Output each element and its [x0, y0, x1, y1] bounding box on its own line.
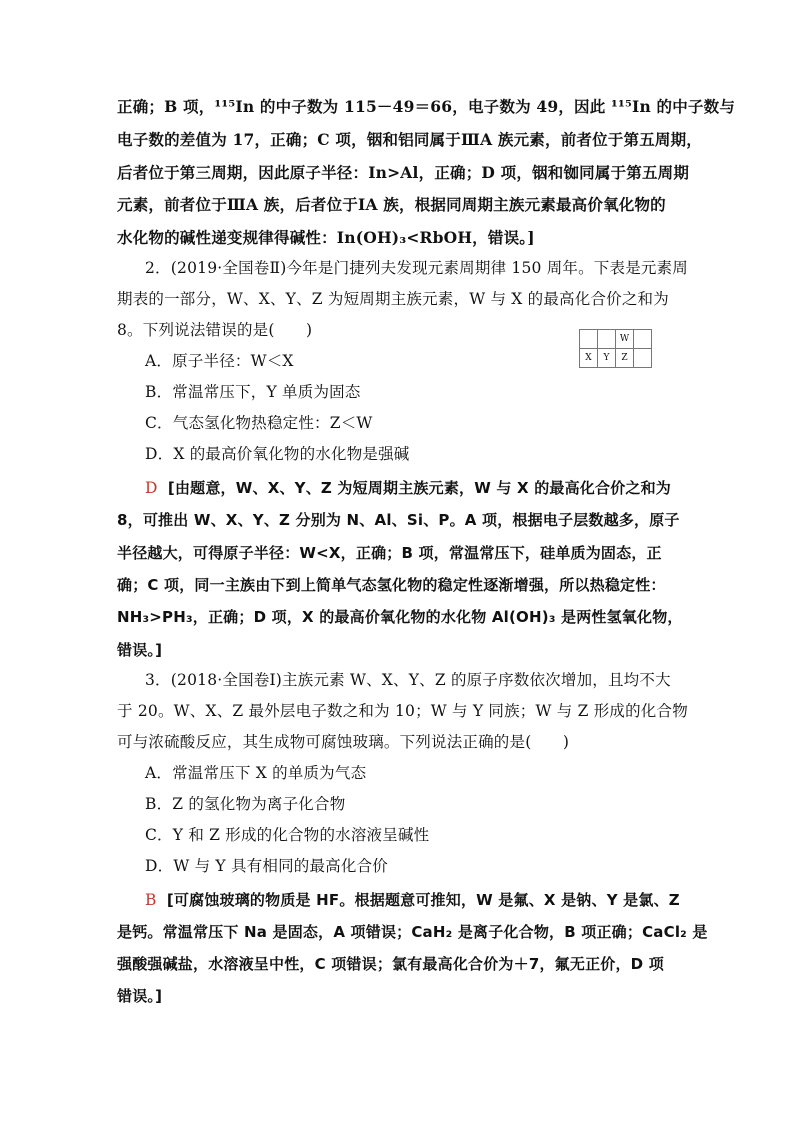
pt-cell-w: W — [616, 330, 634, 349]
q2-answer-text-1: [由题意，W、X、Y、Z 为短周期主族元素，W 与 X 的最高化合价之和为 — [167, 479, 672, 497]
pt-cell-x: X — [580, 349, 598, 368]
q3-answer-line-4: 错误。] — [117, 987, 163, 1005]
q2-stem-line-2: 期表的一部分，W、X、Y、Z 为短周期主族元素，W 与 X 的最高化合价之和为 — [117, 290, 669, 308]
q3-answer-line-1 — [145, 890, 715, 910]
q2-answer-line-5: NH₃>PH₃，正确；D 项，X 的最高价氧化物的水化物 Al(OH)₃ 是两性氢氧化物， — [117, 608, 683, 626]
prev-answer-line-1: 正确；B 项，¹¹⁵In 的中子数为 115－49＝66，电子数为 49，因此 ¹¹⁵In 的中子数与 — [117, 97, 736, 116]
q3-stem-line-3: 可与浓硫酸反应，其生成物可腐蚀玻璃。下列说法正确的是( ) — [117, 733, 570, 751]
q2-answer-line-4: 确；C 项，同一主族由下到上简单气态氢化物的稳定性逐渐增强，所以热稳定性： — [117, 576, 666, 594]
prev-answer-line-2: 电子数的差值为 17，正确；C 项，铟和铝同属于ⅢA 族元素，前者位于第五周期， — [117, 130, 702, 149]
q3-option-c: C．Y 和 Z 形成的化合物的水溶液呈碱性 — [145, 826, 430, 844]
q2-answer-line-2: 8，可推出 W、X、Y、Z 分别为 N、Al、Si、P。A 项，根据电子层数越多，原子 — [117, 511, 680, 529]
pt-cell-z: Z — [616, 349, 634, 368]
pt-cell-y: Y — [598, 349, 616, 368]
q2-option-a: A．原子半径：W＜X — [145, 352, 294, 370]
q2-option-d: D．X 的最高价氧化物的水化物是强碱 — [145, 445, 410, 463]
q3-answer-text-1: [可腐蚀玻璃的物质是 HF。根据题意可推知，W 是氟、X 是钠、Y 是氯、Z — [166, 891, 680, 909]
prev-answer-line-5: 水化物的碱性递变规律得碱性：In(OH)₃<RbOH，错误。] — [117, 228, 535, 247]
q3-answer-line-2: 是钙。常温常压下 Na 是固态，A 项错误；CaH₂ 是离子化合物，B 项正确；CaCl₂ 是 — [117, 923, 708, 941]
prev-answer-line-3: 后者位于第三周期，因此原子半径：In>Al，正确；D 项，铟和铷同属于第五周期 — [117, 163, 690, 182]
q2-answer-line-1 — [145, 478, 715, 498]
q3-option-b: B．Z 的氢化物为离子化合物 — [145, 795, 346, 813]
q3-stem-line-2: 于 20。W、X、Z 最外层电子数之和为 10；W 与 Y 同族；W 与 Z 形成的化合物 — [117, 702, 688, 720]
q2-option-b: B．常温常压下，Y 单质为固态 — [145, 383, 361, 401]
pt-cell — [634, 330, 652, 349]
prev-answer-line-4: 元素，前者位于ⅢA 族，后者位于ⅠA 族，根据同周期主族元素最高价氧化物的 — [117, 195, 666, 214]
pt-cell — [580, 330, 598, 349]
q3-option-d: D．W 与 Y 具有相同的最高化合价 — [145, 857, 388, 875]
q3-answer-letter: B — [145, 891, 157, 909]
q3-option-a: A．常温常压下 X 的单质为气态 — [145, 764, 367, 782]
q2-answer-letter: D — [145, 479, 158, 497]
q2-stem-line-3: 8。下列说法错误的是( ) — [117, 321, 313, 339]
q3-stem-line-1: 3．(2018·全国卷Ⅰ)主族元素 W、X、Y、Z 的原子序数依次增加，且均不大 — [145, 671, 671, 689]
q2-answer-line-6: 错误。] — [117, 641, 163, 659]
pt-cell — [598, 330, 616, 349]
q2-option-c: C．气态氢化物热稳定性：Z＜W — [145, 414, 373, 432]
q3-answer-line-3: 强酸强碱盐，水溶液呈中性，C 项错误；氯有最高化合价为＋7，氟无正价，D 项 — [117, 955, 664, 973]
q2-stem-line-1: 2．(2019·全国卷Ⅱ)今年是门捷列夫发现元素周期律 150 周年。下表是元素周 — [145, 259, 689, 277]
q2-answer-line-3: 半径越大，可得原子半径：W<X，正确；B 项，常温常压下，硅单质为固态，正 — [117, 544, 662, 562]
